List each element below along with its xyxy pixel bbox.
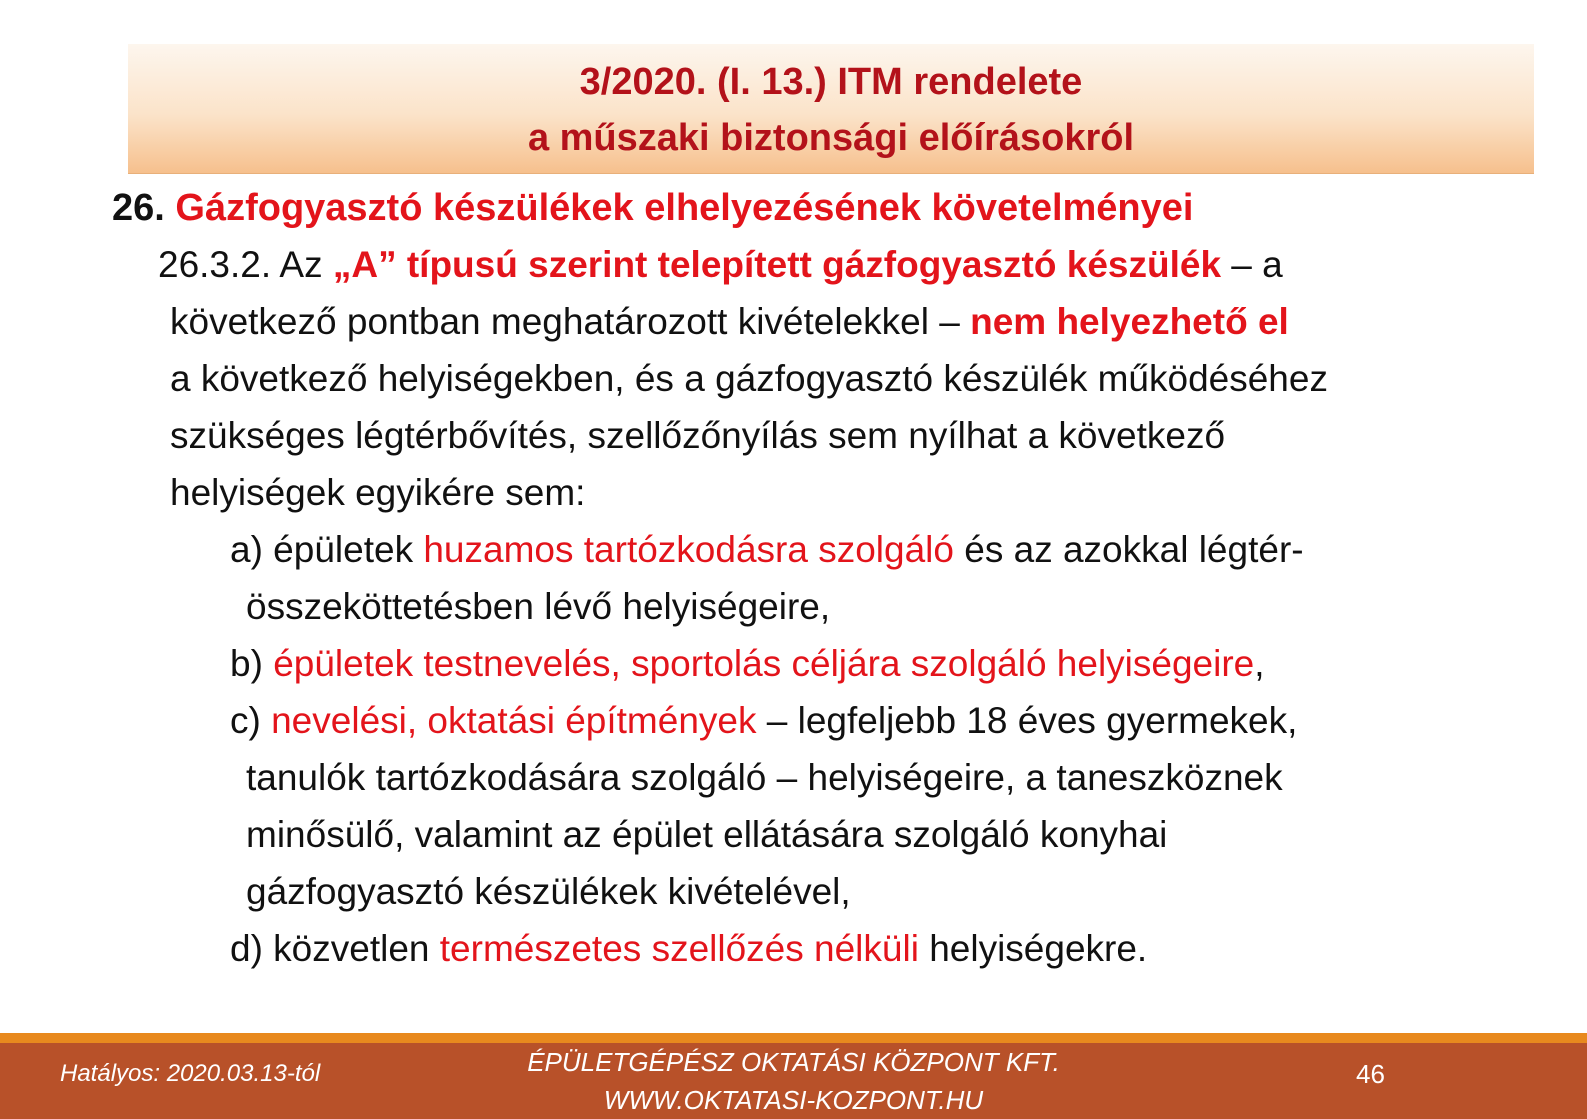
list-item-b-prefix: b) [230,643,274,684]
list-item-b-highlight: épületek testnevelés, sportolás céljára szolgáló helyiségeire [273,643,1255,684]
list-item-b [230,636,1265,692]
list-item-d-suffix: helyiségekre. [918,928,1148,969]
list-item-d-prefix: d) közvetlen [230,928,440,969]
paragraph-highlight-not-placeable: nem helyezhető el [970,301,1289,342]
slide-title-box [128,44,1534,174]
list-item-a-highlight: huzamos tartózkodásra szolgáló [423,529,954,570]
footer-stripe [0,1033,1587,1043]
paragraph-line-5: helyiségek egyikére sem: [170,472,586,513]
paragraph-ref: 26.3.2. Az [158,244,333,285]
paragraph-line-2-text: következő pontban meghatározott kivételekkel – [170,301,971,342]
paragraph-line-4: szükséges légtérbővítés, szellőzőnyílás sem nyílhat a következő [170,415,1226,456]
list-item-c-suffix: – legfeljebb 18 éves gyermekek, [756,700,1298,741]
list-item-a-continuation: összeköttetésben lévő helyiségeire, [246,586,831,627]
section-title: Gázfogyasztó készülékek elhelyezésének követelményei [175,187,1194,229]
paragraph-line-2 [170,294,1289,350]
footer-organization [0,1043,1587,1119]
list-item-c-prefix: c) [230,700,272,741]
list-item-c-continuation-2: minősülő, valamint az épület ellátására szolgáló konyhai [246,814,1168,855]
list-item-c-continuation-3: gázfogyasztó készülékek kivételével, [246,871,851,912]
list-item-d [230,921,1147,977]
footer-org-name: ÉPÜLETGÉPÉSZ OKTATÁSI KÖZPONT KFT. [527,1047,1060,1077]
slide-footer [0,1043,1587,1119]
paragraph-line-1 [158,237,1283,293]
section-number: 26. [112,187,165,229]
section-heading [112,180,1193,236]
paragraph-after: – a [1221,244,1283,285]
list-item-a-suffix: és az azokkal légtér- [953,529,1304,570]
paragraph-line-3: a következő helyiségekben, és a gázfogyasztó készülék működéséhez [170,358,1328,399]
paragraph-highlight-type-a: „A” típusú szerint telepített gázfogyasztó készülék [332,244,1222,285]
footer-org-website: WWW.OKTATASI-KOZPONT.HU [603,1085,984,1115]
footer-page-number: 46 [1356,1059,1385,1089]
list-item-d-highlight: természetes szellőzés nélküli [439,928,919,969]
list-item-c [230,693,1297,749]
list-item-b-suffix: , [1254,643,1265,684]
slide-title-line-1: 3/2020. (I. 13.) ITM rendelete [579,60,1083,103]
footer-effective-date: Hatályos: 2020.03.13-tól [60,1060,321,1087]
list-item-a-prefix: a) épületek [230,529,424,570]
list-item-a [230,522,1304,578]
slide-title-line-2: a műszaki biztonsági előírásokról [527,116,1135,159]
list-item-c-highlight: nevelési, oktatási építmények [271,700,757,741]
list-item-c-continuation-1: tanulók tartózkodására szolgáló – helyiségeire, a taneszköznek [246,757,1283,798]
